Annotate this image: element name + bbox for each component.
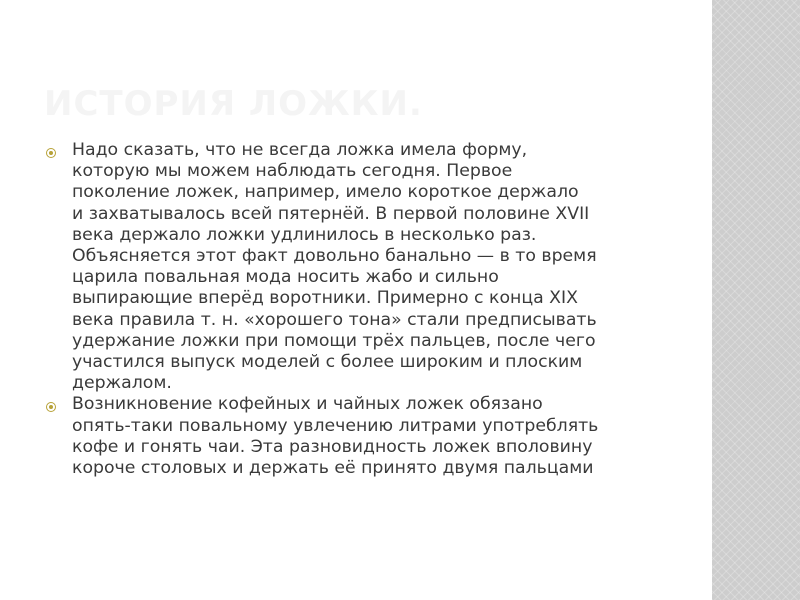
- text-line: которую мы можем наблюдать сегодня. Первое: [72, 161, 513, 182]
- slide-title: ИСТОРИЯ ЛОЖКИ.: [44, 84, 423, 124]
- bullet-list: [46, 140, 676, 479]
- text-line: удержание ложки при помощи трёх пальцев, после чего: [72, 330, 596, 351]
- text-line: и захватывалось всей пятернёй. В первой половине XVII: [72, 203, 590, 224]
- text-line: Объясняется этот факт довольно банально — в то время: [72, 246, 597, 267]
- text-line: века держало ложки удлинилось в несколько раз.: [72, 224, 537, 245]
- text-line: царила повальная мода носить жабо и сильно: [72, 267, 499, 288]
- bullet-text: [72, 394, 676, 479]
- circle-bullet-icon: [46, 402, 56, 412]
- text-line: века правила т. н. «хорошего тона» стали предписывать: [72, 309, 597, 330]
- text-line: кофе и гонять чаи. Эта разновидность ложек вполовину: [72, 436, 593, 457]
- bullet-item: [46, 394, 676, 479]
- text-line: Надо сказать, что не всегда ложка имела форму,: [72, 140, 528, 160]
- text-line: держалом.: [72, 373, 172, 394]
- decorative-side-band: [712, 0, 800, 600]
- text-line: Возникновение кофейных и чайных ложек обязано: [72, 394, 543, 415]
- text-line: участился выпуск моделей с более широким и плоским: [72, 352, 583, 373]
- text-line: выпирающие вперёд воротники. Примерно с конца XIX: [72, 288, 578, 309]
- bullet-text: [72, 140, 676, 394]
- circle-bullet-icon: [46, 148, 56, 158]
- bullet-item: [46, 140, 676, 394]
- text-line: короче столовых и держать её принято двумя пальцами: [72, 458, 594, 479]
- text-line: опять-таки повальному увлечению литрами употреблять: [72, 415, 599, 436]
- text-line: поколение ложек, например, имело короткое держало: [72, 182, 579, 203]
